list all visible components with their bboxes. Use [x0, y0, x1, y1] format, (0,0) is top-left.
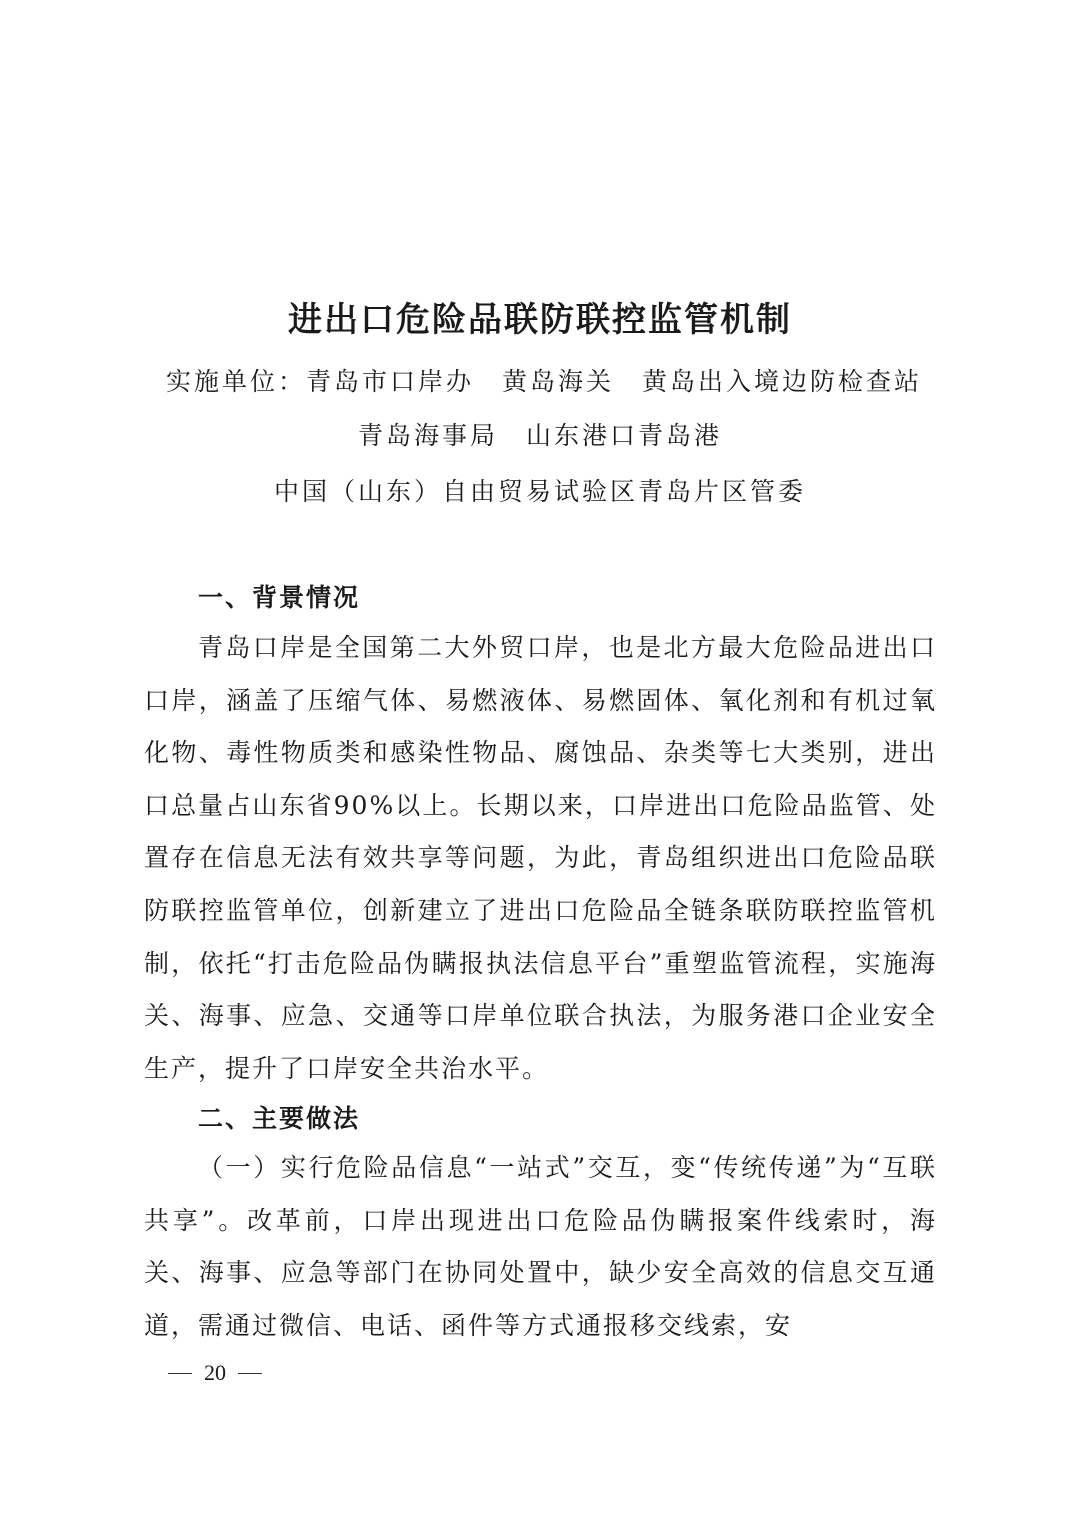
implementing-units-line-2: 青岛海事局 山东港口青岛港 — [357, 421, 722, 450]
implementing-units-line-3: 中国（山东）自由贸易试验区青岛片区管委 — [273, 477, 806, 506]
document-title: 进出口危险品联防联控监管机制 — [288, 300, 792, 340]
footer-dash-right — [238, 1373, 262, 1374]
implementing-units-line-1: 实施单位：青岛市口岸办 黄岛海关 黄岛出入境边防检查站 — [165, 367, 922, 396]
section-heading-background: 一、背景情况 — [198, 583, 361, 612]
main-practices-paragraph: （一）实行危险品信息“一站式”交互，变“传统传递”为“互联共享”。改革前，口岸出现进出口危险品伪瞒报案件线索时，海关、海事、应急等部门在协同处置中，缺少安全高效的信息交互通道，需通过微信、电话、函件等方式通报移交线索，安 — [144, 1153, 937, 1340]
page-footer — [168, 1360, 262, 1386]
page-number: 20 — [204, 1360, 226, 1385]
background-paragraph: 青岛口岸是全国第二大外贸口岸，也是北方最大危险品进出口口岸，涵盖了压缩气体、易燃液体、易燃固体、氧化剂和有机过氧化物、毒性物质类和感染性物品、腐蚀品、杂类等七大类别，进出口总量占山东省90%以上。长期以来，口岸进出口危险品监管、处置存在信息无法有效共享等问题，为此，青岛组织进出口危险品联防联控监管单位，创新建立了进出口危险品全链条联防联控监管机制，依托“打击危险品伪瞒报执法信息平台”重塑监管流程，实施海关、海事、应急、交通等口岸单位联合执法，为服务港口企业安全生产，提升了口岸安全共治水平。 — [144, 633, 937, 1083]
section-heading-main-practices: 二、主要做法 — [198, 1104, 361, 1133]
footer-dash-left — [168, 1373, 192, 1374]
